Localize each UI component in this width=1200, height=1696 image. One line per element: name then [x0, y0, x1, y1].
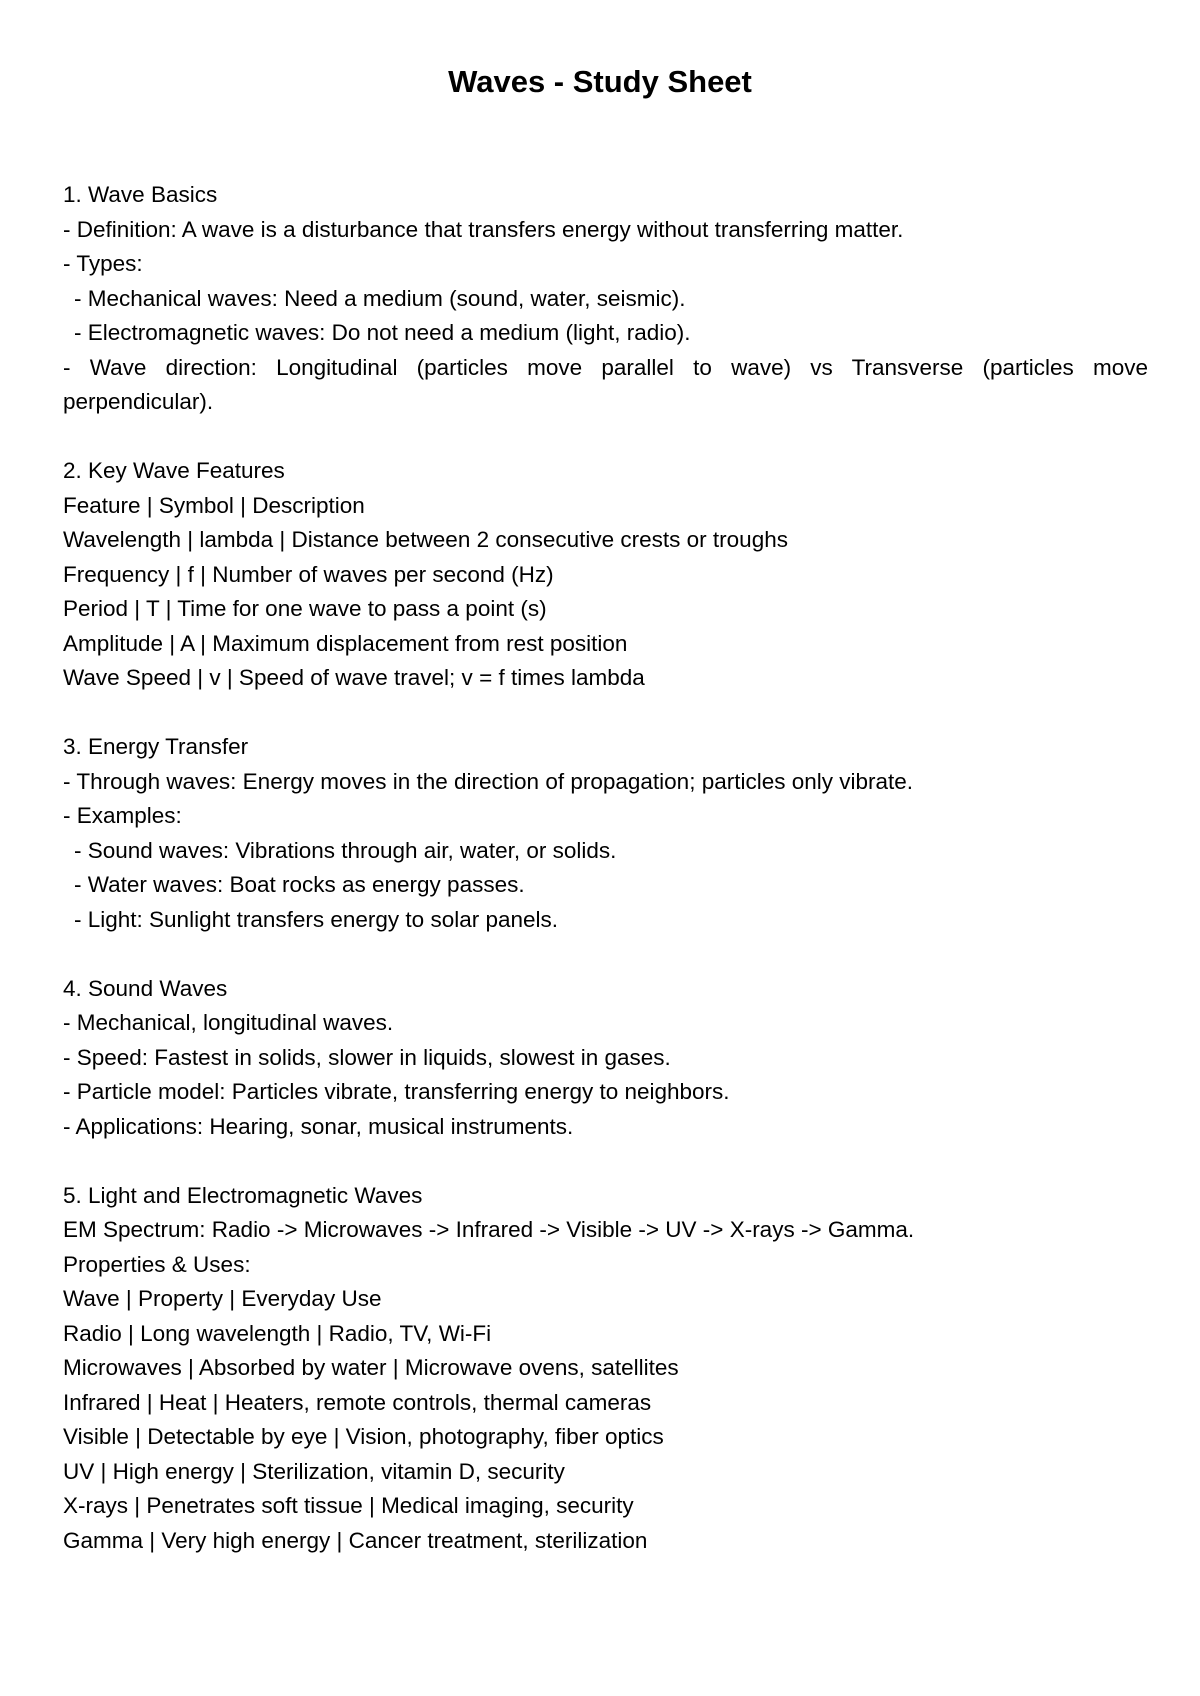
- table-row: Wave Speed | v | Speed of wave travel; v = f times lambda: [63, 665, 645, 690]
- examples-label: - Examples:: [63, 803, 182, 828]
- em-spectrum-line: EM Spectrum: Radio -> Microwaves -> Infrared -> Visible -> UV -> X-rays -> Gamma.: [63, 1217, 915, 1242]
- table-row: Wavelength | lambda | Distance between 2 consecutive crests or troughs: [63, 527, 788, 552]
- section-wave-basics: [63, 178, 1148, 420]
- table-row: Period | T | Time for one wave to pass a point (s): [63, 596, 547, 621]
- table-row: Microwaves | Absorbed by water | Microwave ovens, satellites: [63, 1355, 679, 1380]
- definition-line: - Definition: A wave is a disturbance that transfers energy without transferring matter.: [63, 216, 904, 242]
- type-electromagnetic-line: - Electromagnetic waves: Do not need a medium (light, radio).: [74, 320, 691, 345]
- table-row: Radio | Long wavelength | Radio, TV, Wi-Fi: [63, 1320, 492, 1346]
- list-item: - Speed: Fastest in solids, slower in liquids, slowest in gases.: [63, 1044, 671, 1070]
- wave-direction-line: - Wave direction: Longitudinal (particles move parallel to wave) vs Transverse (particles move perpendicular).: [63, 354, 1148, 414]
- list-item: - Light: Sunlight transfers energy to solar panels.: [74, 906, 559, 932]
- list-item: - Water waves: Boat rocks as energy passes.: [74, 872, 525, 897]
- section-energy-transfer: [63, 730, 1148, 937]
- section-light-em-waves: [63, 1179, 1148, 1559]
- table-row: Visible | Detectable by eye | Vision, photography, fiber optics: [63, 1424, 664, 1449]
- table-row: X-rays | Penetrates soft tissue | Medical imaging, security: [63, 1493, 634, 1518]
- section-heading: 3. Energy Transfer: [63, 734, 249, 759]
- table-header-row: Wave | Property | Everyday Use: [63, 1286, 382, 1311]
- document-body: [63, 178, 1148, 1593]
- section-heading: 5. Light and Electromagnetic Waves: [63, 1182, 423, 1208]
- through-waves-line: - Through waves: Energy moves in the direction of propagation; particles only vibrate.: [63, 768, 914, 794]
- table-row: UV | High energy | Sterilization, vitamin D, security: [63, 1458, 565, 1484]
- list-item: - Particle model: Particles vibrate, transferring energy to neighbors.: [63, 1079, 730, 1104]
- section-heading: 2. Key Wave Features: [63, 458, 285, 483]
- page-title: Waves - Study Sheet: [448, 64, 752, 99]
- table-row: Infrared | Heat | Heaters, remote controls, thermal cameras: [63, 1389, 652, 1415]
- properties-label: Properties & Uses:: [63, 1251, 251, 1277]
- list-item: - Applications: Hearing, sonar, musical instruments.: [63, 1113, 574, 1139]
- type-mechanical-line: - Mechanical waves: Need a medium (sound, water, seismic).: [74, 285, 686, 311]
- table-row: Gamma | Very high energy | Cancer treatment, sterilization: [63, 1527, 648, 1553]
- list-item: - Sound waves: Vibrations through air, water, or solids.: [74, 837, 617, 863]
- section-sound-waves: [63, 972, 1148, 1145]
- table-row: Amplitude | A | Maximum displacement from rest position: [63, 630, 628, 656]
- section-heading: 4. Sound Waves: [63, 975, 228, 1001]
- table-row: Frequency | f | Number of waves per second (Hz): [63, 561, 554, 587]
- section-heading: 1. Wave Basics: [63, 182, 218, 207]
- table-header-row: Feature | Symbol | Description: [63, 492, 365, 518]
- section-key-wave-features: [63, 454, 1148, 696]
- list-item: - Mechanical, longitudinal waves.: [63, 1010, 394, 1035]
- types-label: - Types:: [63, 251, 143, 276]
